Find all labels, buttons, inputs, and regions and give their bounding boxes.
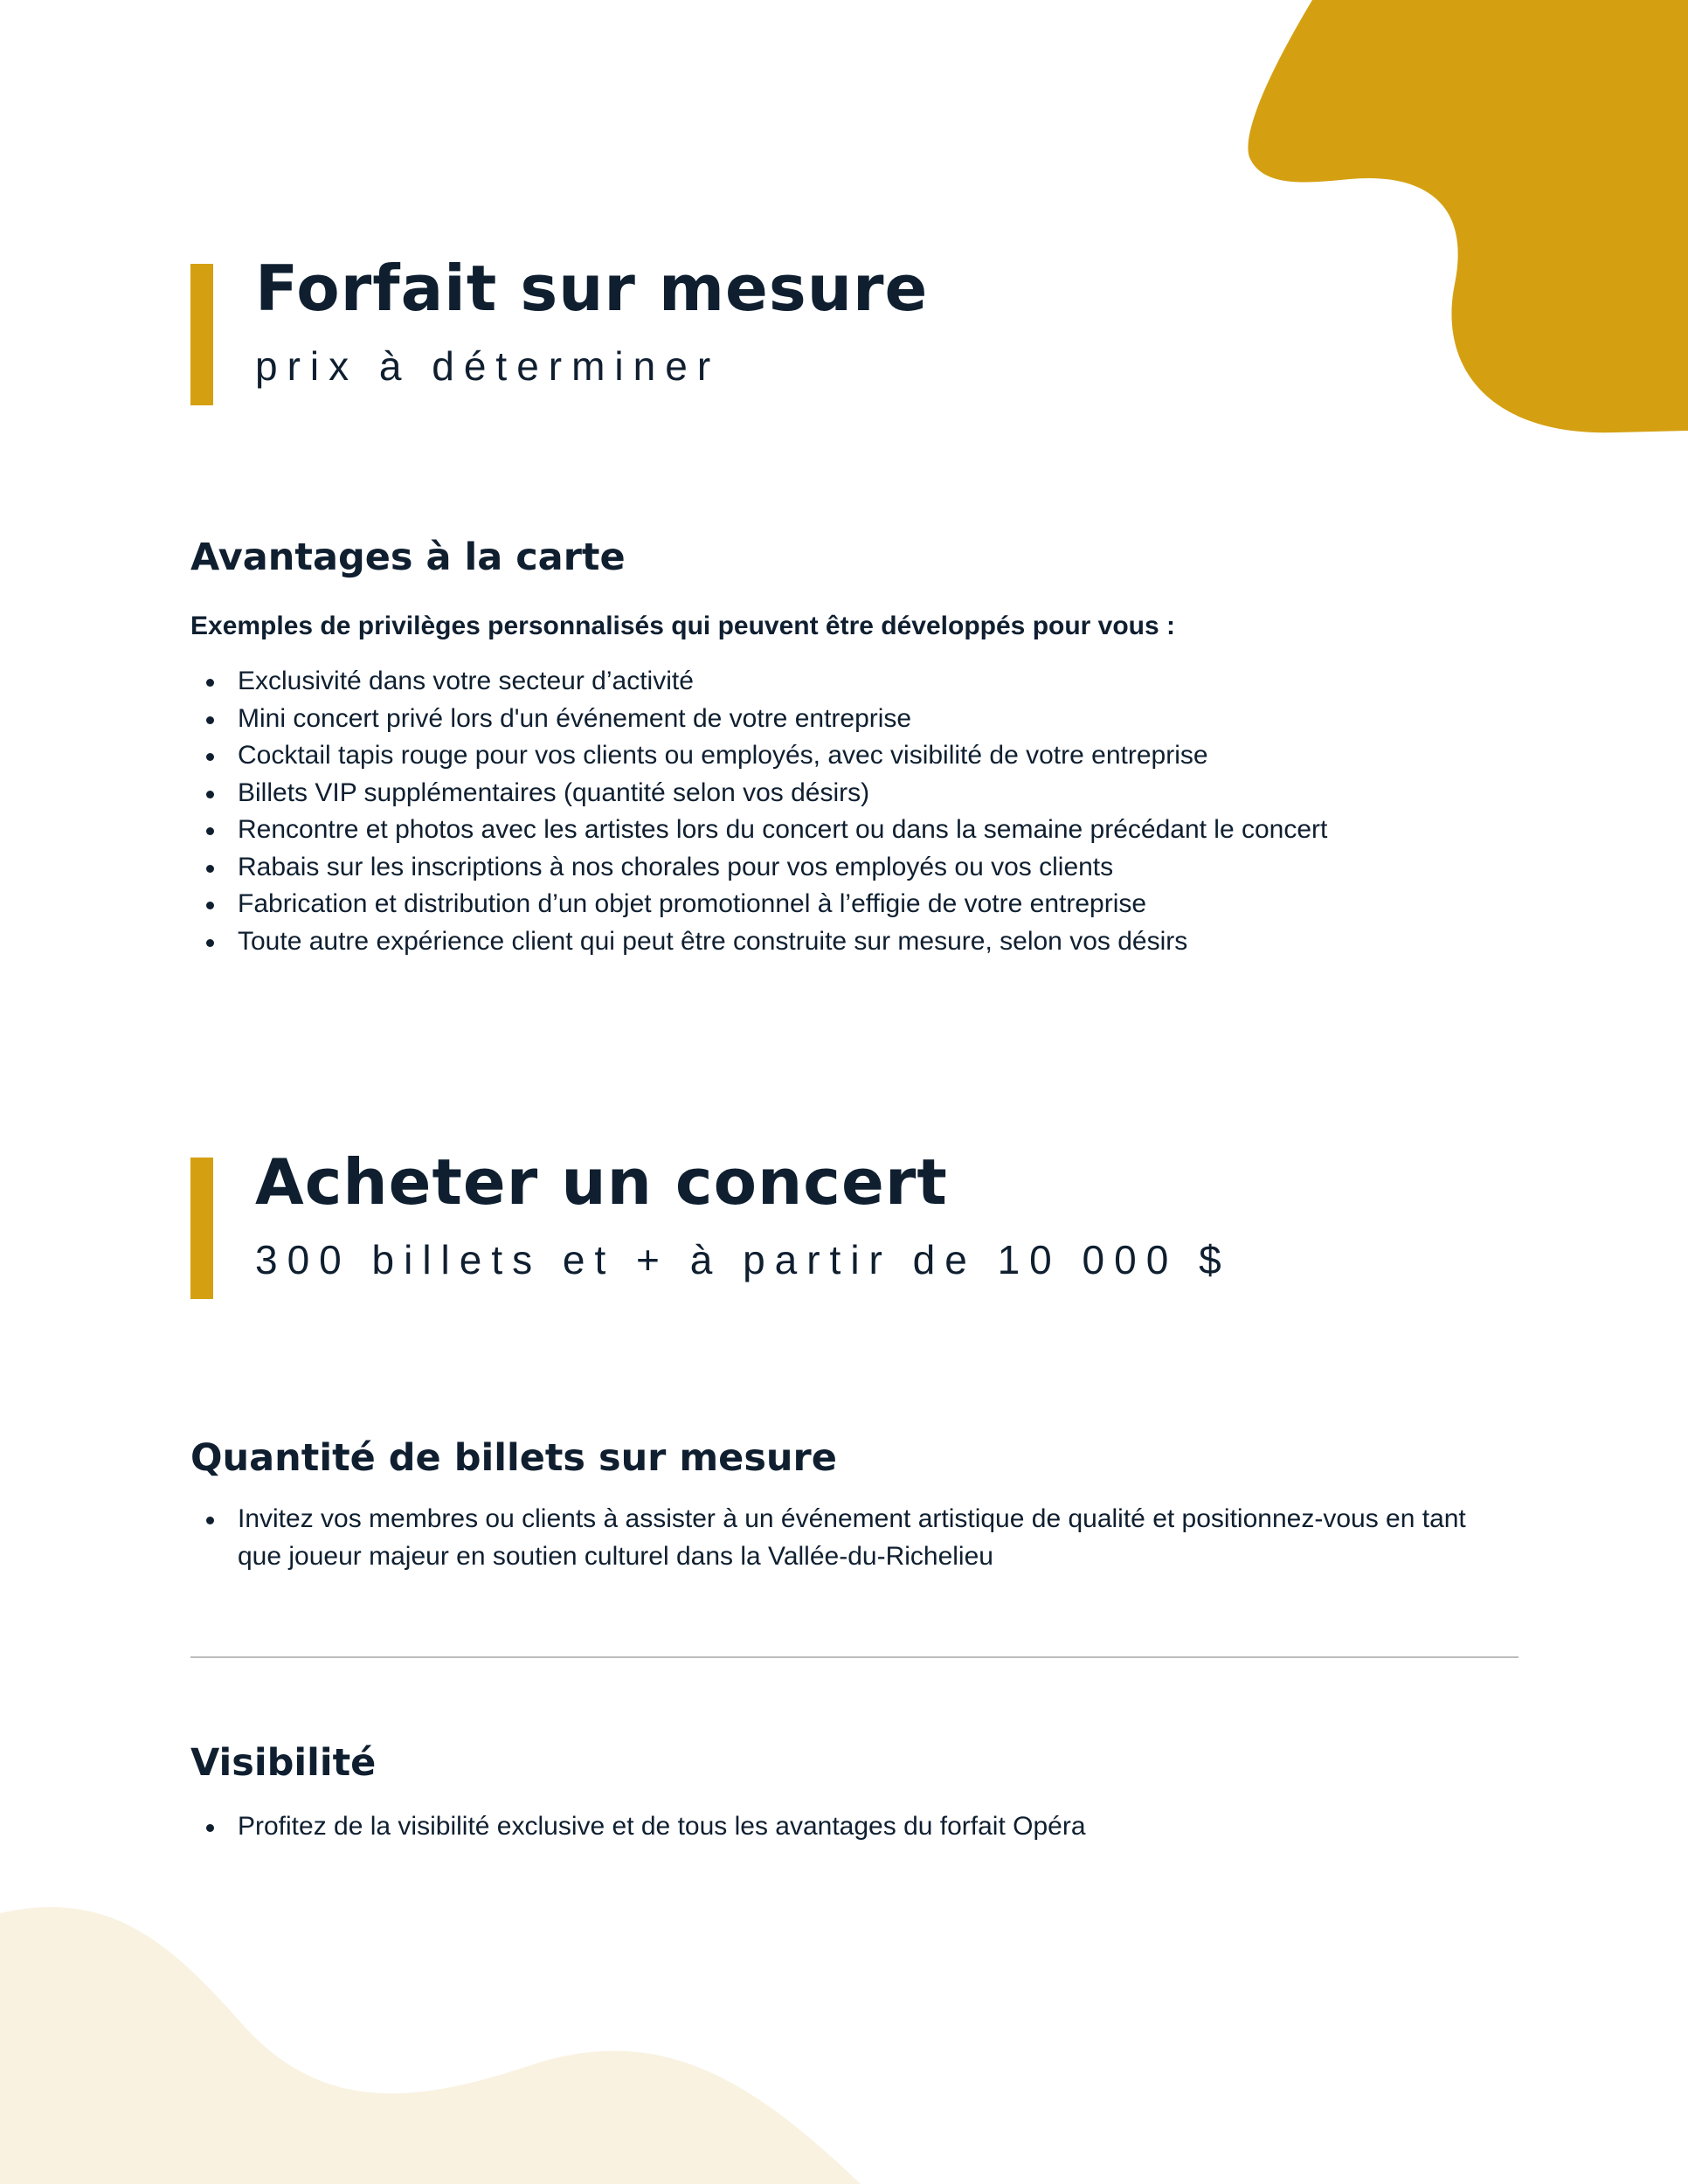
decorative-cream-blob bbox=[0, 1904, 874, 2184]
avantages-list bbox=[190, 663, 1553, 960]
avantages-intro: Exemples de privilèges personnalisés qui peuvent être développés pour vous : bbox=[190, 612, 1176, 640]
accent-bar bbox=[190, 264, 213, 405]
list-item: Cocktail tapis rouge pour vos clients ou employés, avec visibilité de votre entreprise bbox=[190, 737, 1553, 775]
list-item: Profitez de la visibilité exclusive et de tous les avantages du forfait Opéra bbox=[190, 1808, 1466, 1846]
section-title: Acheter un concert bbox=[255, 1145, 948, 1219]
quantite-heading: Quantité de billets sur mesure bbox=[190, 1436, 837, 1480]
decorative-gold-blob bbox=[1241, 0, 1688, 437]
list-item: Rabais sur les inscriptions à nos chorales pour vos employés ou vos clients bbox=[190, 849, 1553, 887]
divider bbox=[190, 1656, 1519, 1658]
list-item: Rencontre et photos avec les artistes lors du concert ou dans la semaine précédant le concert bbox=[190, 812, 1553, 849]
list-item: Invitez vos membres ou clients à assister à un événement artistique de qualité et positionnez-vous en tant que joueur majeur en soutien culturel dans la Vallée-du-Richelieu bbox=[190, 1501, 1466, 1575]
visibilite-list bbox=[190, 1808, 1466, 1846]
list-item: Fabrication et distribution d’un objet promotionnel à l’effigie de votre entreprise bbox=[190, 886, 1553, 923]
list-item: Mini concert privé lors d'un événement de votre entreprise bbox=[190, 701, 1553, 738]
list-item: Billets VIP supplémentaires (quantité selon vos désirs) bbox=[190, 775, 1553, 812]
avantages-heading: Avantages à la carte bbox=[190, 536, 626, 579]
visibilite-heading: Visibilité bbox=[190, 1741, 377, 1785]
quantite-list bbox=[190, 1501, 1466, 1575]
section-subtitle: prix à déterminer bbox=[255, 343, 721, 389]
list-item: Toute autre expérience client qui peut être construite sur mesure, selon vos désirs bbox=[190, 923, 1553, 961]
section-title: Forfait sur mesure bbox=[255, 252, 929, 325]
section-subtitle: 300 billets et + à partir de 10 000 $ bbox=[255, 1237, 1231, 1282]
list-item: Exclusivité dans votre secteur d’activité bbox=[190, 663, 1553, 701]
accent-bar bbox=[190, 1158, 213, 1299]
